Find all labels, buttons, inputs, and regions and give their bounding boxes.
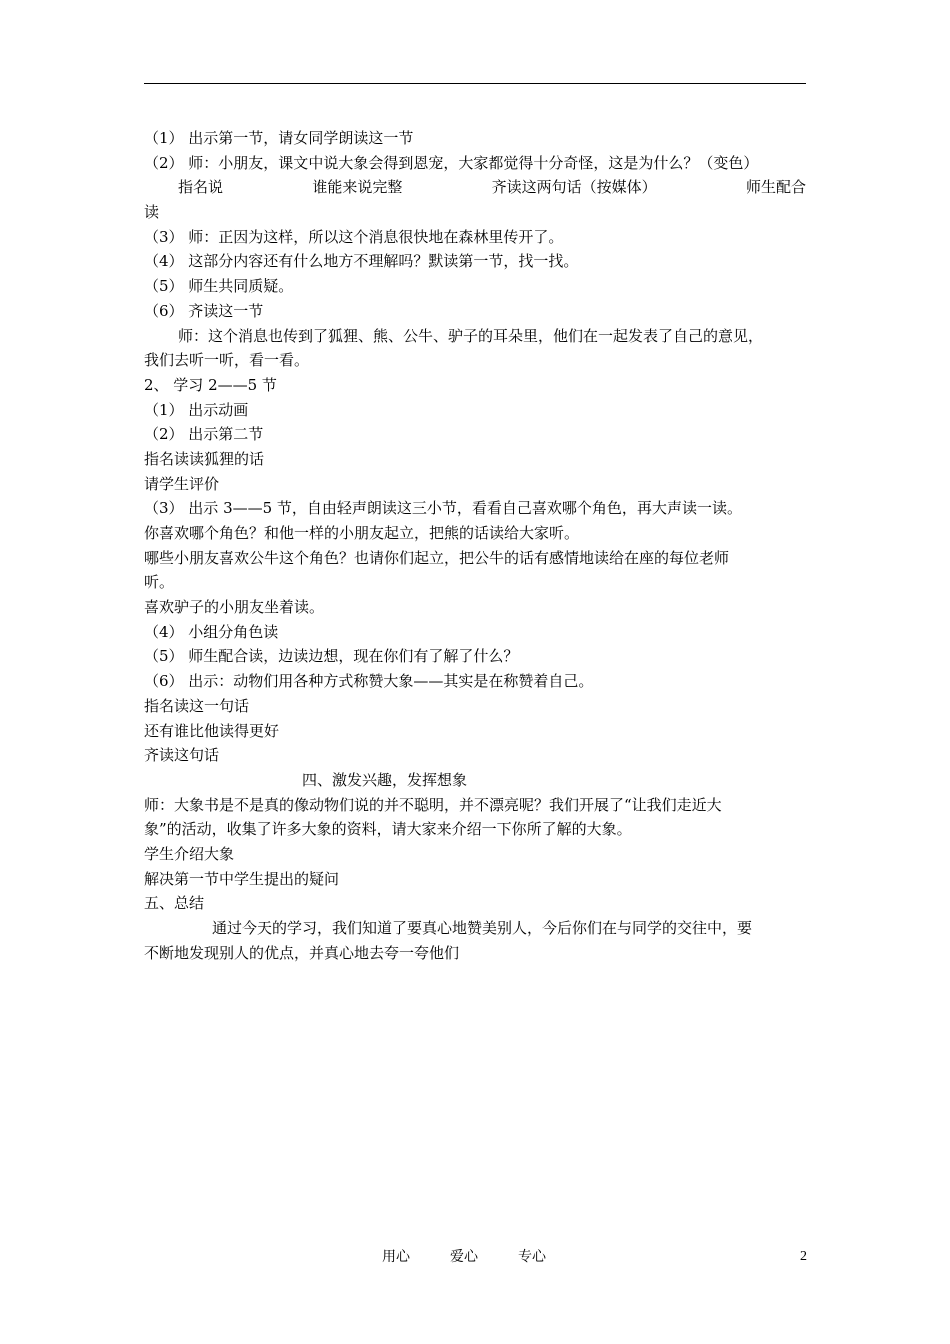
paragraph-line: （4） 这部分内容还有什么地方不理解吗？默读第一节，找一找。 xyxy=(144,252,579,271)
paragraph-line: （6） 出示：动物们用各种方式称赞大象——其实是在称赞着自己。 xyxy=(144,672,594,691)
activity-item: 指名说 xyxy=(178,178,224,197)
paragraph-line: 我们去听一听，看一看。 xyxy=(144,351,310,370)
activity-item: 谁能来说完整 xyxy=(312,178,403,197)
activity-row xyxy=(144,175,806,200)
paragraph-line: （5） 师生共同质疑。 xyxy=(144,277,294,296)
footer-motto-item: 用心 xyxy=(382,1249,410,1265)
paragraph-line: 齐读这句话 xyxy=(144,746,220,765)
footer-motto-item: 专心 xyxy=(518,1249,546,1265)
paragraph-line: （3） 师：正因为这样，所以这个消息很快地在森林里传开了。 xyxy=(144,227,564,246)
paragraph-line: 听。 xyxy=(144,573,175,592)
paragraph-line: （1） 出示第一节，请女同学朗读这一节 xyxy=(144,129,414,147)
header-rule xyxy=(144,83,806,84)
paragraph-line: 不断地发现别人的优点，并真心地去夸一夸他们 xyxy=(144,943,460,962)
section-heading: 2、 学习 2——5 节 xyxy=(144,375,277,394)
paragraph-line: （3） 出示 3——5 节，自由轻声朗读这三小节，看看自己喜欢哪个角色，再大声读一读。 xyxy=(144,499,742,518)
paragraph-line: 象”的活动，收集了许多大象的资料，请大家来介绍一下你所了解的大象。 xyxy=(144,820,632,839)
paragraph-line: 请学生评价 xyxy=(144,474,220,493)
document-body xyxy=(144,126,806,965)
paragraph-line: 你喜欢哪个角色？和他一样的小朋友起立，把熊的话读给大家听。 xyxy=(144,524,580,542)
paragraph-line: 读 xyxy=(144,203,160,222)
paragraph-line: 解决第一节中学生提出的疑问 xyxy=(144,869,340,888)
paragraph-line: （5） 师生配合读，边读边想，现在你们有了解了什么？ xyxy=(144,647,519,666)
paragraph-line: 师：大象书是不是真的像动物们说的并不聪明，并不漂亮呢？我们开展了“让我们走近大 xyxy=(144,795,722,814)
paragraph-line: （2） 师：小朋友，课文中说大象会得到恩宠，大家都觉得十分奇怪，这是为什么？（变色） xyxy=(144,153,759,172)
footer-motto xyxy=(382,1247,546,1267)
paragraph-line: （6） 齐读这一节 xyxy=(144,301,264,320)
paragraph-line: 指名读读狐狸的话 xyxy=(144,449,265,468)
paragraph-line: 通过今天的学习，我们知道了要真心地赞美别人，今后你们在与同学的交往中，要 xyxy=(212,919,753,937)
paragraph-line: 学生介绍大象 xyxy=(144,844,235,863)
paragraph-line: 还有谁比他读得更好 xyxy=(144,721,280,740)
section-heading: 四、激发兴趣，发挥想象 xyxy=(302,770,468,789)
paragraph-line: 指名读这一句话 xyxy=(144,696,250,715)
activity-item: 齐读这两句话（按媒体） xyxy=(491,178,657,197)
footer-motto-item: 爱心 xyxy=(450,1249,478,1265)
section-heading: 五、总结 xyxy=(144,894,205,913)
paragraph-line: 师：这个消息也传到了狐狸、熊、公牛、驴子的耳朵里，他们在一起发表了自己的意见， xyxy=(178,326,764,345)
paragraph-line: （1） 出示动画 xyxy=(144,400,249,419)
paragraph-line: （2） 出示第二节 xyxy=(144,425,264,444)
paragraph-line: 喜欢驴子的小朋友坐着读。 xyxy=(144,598,325,617)
paragraph-line: 哪些小朋友喜欢公牛这个角色？也请你们起立，把公牛的话有感情地读给在座的每位老师 xyxy=(144,548,730,567)
page-number: 2 xyxy=(800,1249,807,1264)
paragraph-line: （4） 小组分角色读 xyxy=(144,622,279,641)
activity-item: 师生配合 xyxy=(745,178,806,197)
